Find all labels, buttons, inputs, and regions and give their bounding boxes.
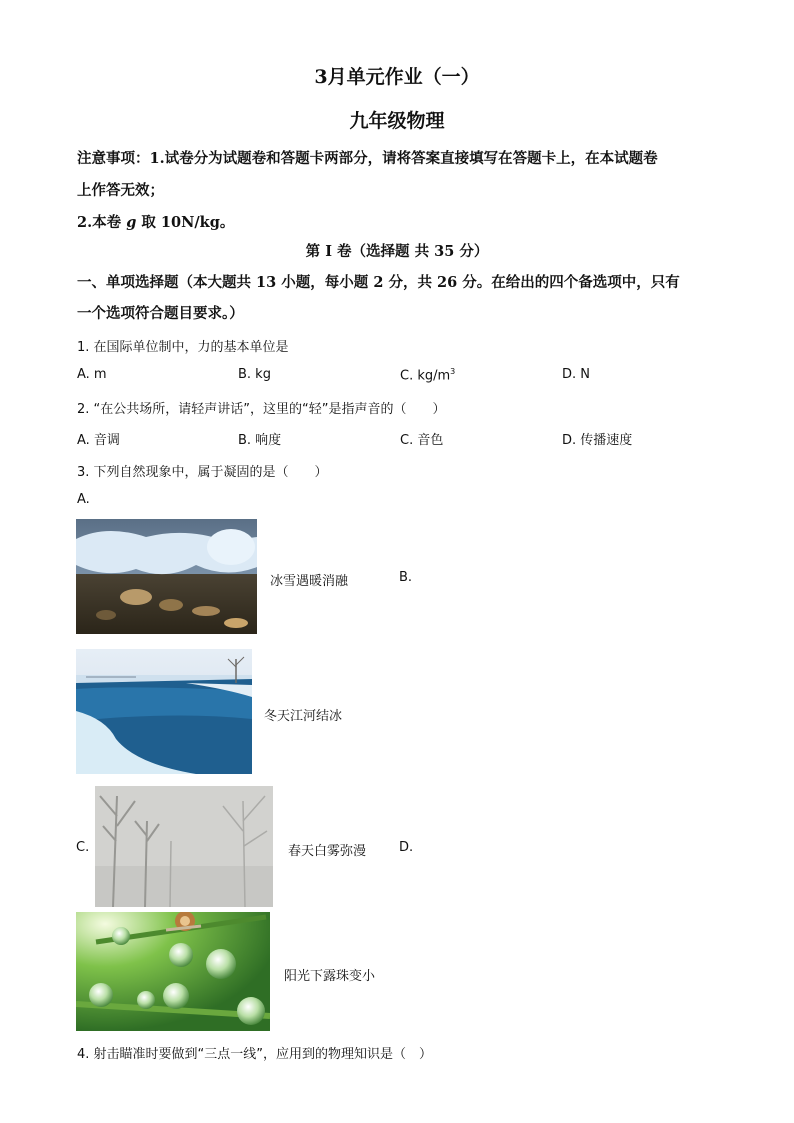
- question-3-option-c-caption: 春天白雾弥漫: [288, 844, 367, 859]
- section-heading-line-2: 一个选项符合题目要求。）: [77, 305, 244, 322]
- question-2-option-c: C. 音色: [400, 433, 444, 448]
- question-3-option-d-caption: 阳光下露珠变小: [284, 969, 376, 984]
- notice-line-1: 注意事项：1.试卷分为试题卷和答题卡两部分，请将答案直接填写在答题卡上，在本试题卷: [77, 150, 658, 167]
- melting-ice-photo: [76, 519, 257, 634]
- question-3-option-a-letter: A.: [77, 492, 90, 507]
- question-3-option-d-letter: D.: [399, 840, 414, 855]
- question-1-option-a: A. m: [77, 367, 107, 382]
- notice-line-2: 上作答无效；: [77, 182, 164, 199]
- question-3-option-b-letter: B.: [399, 570, 413, 585]
- question-2-stem: 2. “在公共场所，请轻声讲话”，这里的“轻”是指声音的（ ）: [77, 402, 446, 417]
- frozen-river-photo: [76, 649, 252, 774]
- question-3-option-c-letter: C.: [76, 840, 90, 855]
- question-3-stem: 3. 下列自然现象中，属于凝固的是（ ）: [77, 465, 328, 480]
- section-heading-line-1: 一、单项选择题（本大题共 13 小题，每小题 2 分，共 26 分。在给出的四个备选项中，只有: [77, 274, 680, 291]
- section-title: 第 I 卷（选择题 共 35 分）: [305, 243, 489, 260]
- page-title: 3月单元作业（一）: [314, 66, 480, 88]
- page-subtitle: 九年级物理: [349, 110, 445, 132]
- variable-g: g: [126, 214, 137, 231]
- question-2-option-b: B. 响度: [238, 433, 282, 448]
- question-3-option-a-caption: 冰雪遇暖消融: [270, 574, 349, 589]
- notice-line-3: 2.本卷 g 取 10N/kg。: [77, 214, 235, 231]
- question-2-option-d: D. 传播速度: [562, 433, 633, 448]
- question-1-option-d: D. N: [562, 367, 590, 382]
- question-1-stem: 1. 在国际单位制中，力的基本单位是: [77, 340, 289, 355]
- question-3-option-b-caption: 冬天江河结冰: [264, 709, 343, 724]
- question-1-option-c: C. $kg/m^3$: [400, 367, 456, 384]
- question-4-stem: 4. 射击瞄准时要做到“三点一线”，应用到的物理知识是（ ）: [77, 1047, 433, 1062]
- foggy-trees-photo: [95, 786, 273, 907]
- question-1-option-b: B. kg: [238, 367, 271, 382]
- dew-drops-snail-photo: [76, 912, 270, 1031]
- question-2-option-a: A. 音调: [77, 433, 120, 448]
